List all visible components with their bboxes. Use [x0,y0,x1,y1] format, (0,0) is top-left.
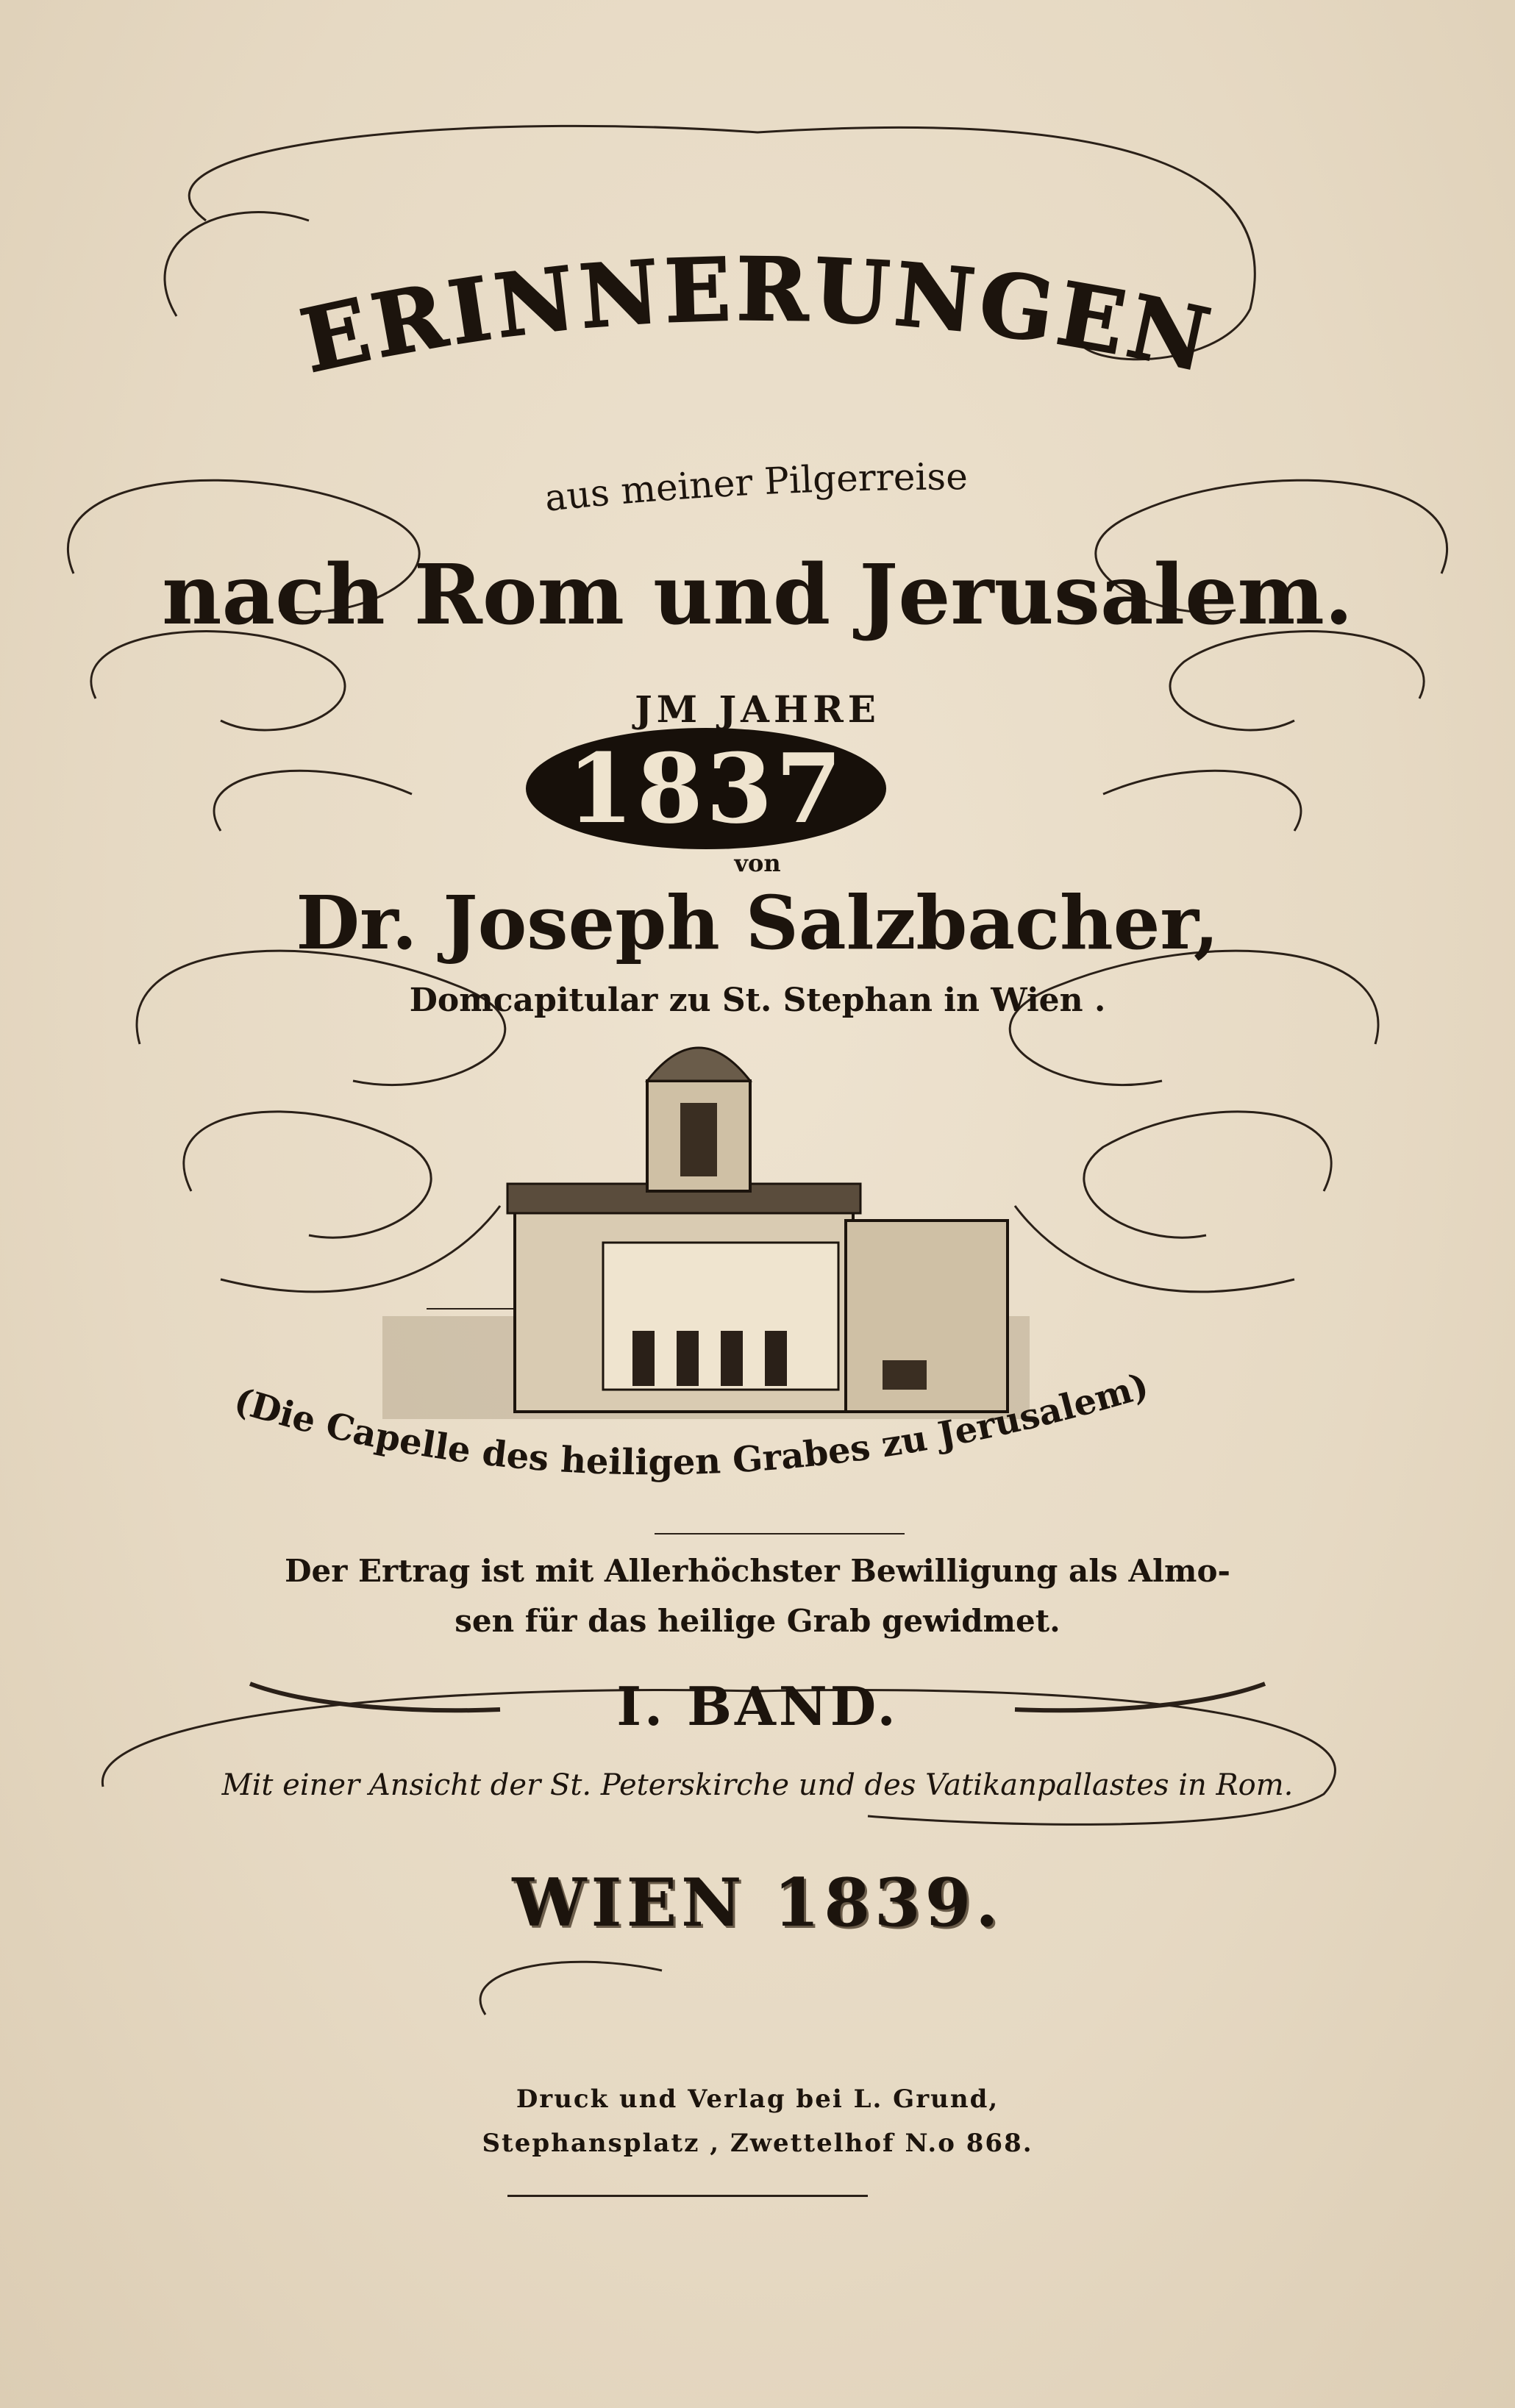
svg-text:(Die Capelle des heiligen Grab: (Die Capelle des heiligen Grabes zu Jerusalem) [229,1368,1154,1484]
svg-text:ERINNERUNGEN: ERINNERUNGEN [292,237,1222,393]
volume-note: Mit einer Ansicht der St. Peterskirche und des Vatikanpallastes in Rom. [221,1768,1294,1802]
bottom-rule [507,2195,868,2197]
year-oval: 1837 [526,728,886,849]
main-title [0,221,1515,404]
author-name: Dr. Joseph Salzbacher, [296,879,1219,966]
dedication-line-1: Der Ertrag ist mit Allerhöchster Bewilligung als Almo- [285,1553,1230,1589]
chapel-illustration [382,1048,1030,1419]
by-label: von [734,849,781,877]
pilgrimage-subtitle [0,449,1515,537]
svg-text:aus meiner Pilgerreise: aus meiner Pilgerreise [543,455,968,520]
illustration-caption [0,1368,1515,1529]
printer-line-1: Druck und Verlag bei L. Grund, [516,2084,999,2114]
author-position: Domcapitular zu St. Stephan in Wien . [409,982,1106,1019]
dedication-line-2: sen für das heilige Grab gewidmet. [454,1603,1060,1639]
printer-line-2: Stephansplatz , Zwettelhof N.o 868. [482,2129,1033,2158]
destination-line: nach Rom und Jerusalem. [162,547,1353,643]
year-prefix: JM JAHRE [635,687,880,731]
divider-rule [655,1533,905,1535]
volume-label: I. BAND. [616,1675,899,1737]
place-year: WIEN 1839. [512,1864,1003,1942]
